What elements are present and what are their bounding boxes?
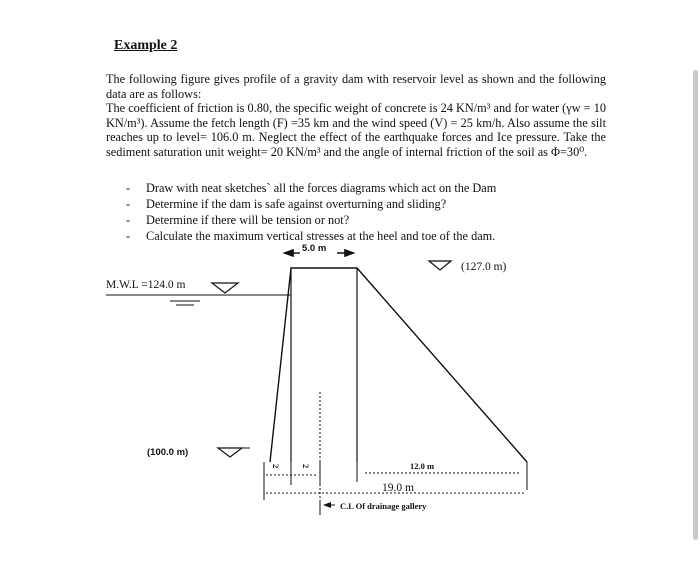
- base-level-triangle-icon: [218, 448, 242, 457]
- task-item: - Draw with neat sketches` all the forces diagrams which act on the Dam: [126, 180, 496, 196]
- dim-left-2-label: 2: [301, 464, 311, 469]
- task-item: - Determine if the dam is safe against overturning and sliding?: [126, 196, 496, 212]
- dim-total-label: 19.0 m: [382, 482, 414, 494]
- crest-level-label: (127.0 m): [461, 261, 507, 273]
- top-width-label: 5.0 m: [302, 243, 327, 254]
- crest-level-triangle-icon: [429, 261, 451, 270]
- task-item: - Calculate the maximum vertical stresses at the heel and toe of the dam.: [126, 228, 496, 244]
- dam-outline: [270, 268, 527, 462]
- dim-right-label: 12.0 m: [410, 461, 435, 471]
- scrollbar[interactable]: [693, 70, 698, 540]
- intro-paragraph: The following figure gives profile of a gravity dam with reservoir level as shown and the following data are as follows:: [106, 72, 606, 101]
- water-level-triangle-icon: [212, 283, 238, 293]
- task-item: - Determine if there will be tension or not?: [126, 212, 496, 228]
- mwl-label: M.W.L =124.0 m: [106, 279, 186, 291]
- base-level-label: (100.0 m): [147, 447, 189, 458]
- data-paragraph: The coefficient of friction is 0.80, the specific weight of concrete is 24 KN/m³ and for water (γw = 10 KN/m³). Assume the fetch length (F) =35 km and the wind speed (V) = 25 km/h. Also assume the silt reaches up to level= 106.0 m. Neglect the effect of the earthquake forces and Ice pressure. Take the sediment saturation unit weight= 20 KN/m³ and the angle of internal friction of the soil as Φ=30⁰.: [106, 101, 606, 159]
- dim-left-1-label: 2: [271, 464, 281, 469]
- drainage-label: C.L Of drainage gallery: [340, 501, 427, 511]
- example-heading: Example 2: [114, 38, 178, 53]
